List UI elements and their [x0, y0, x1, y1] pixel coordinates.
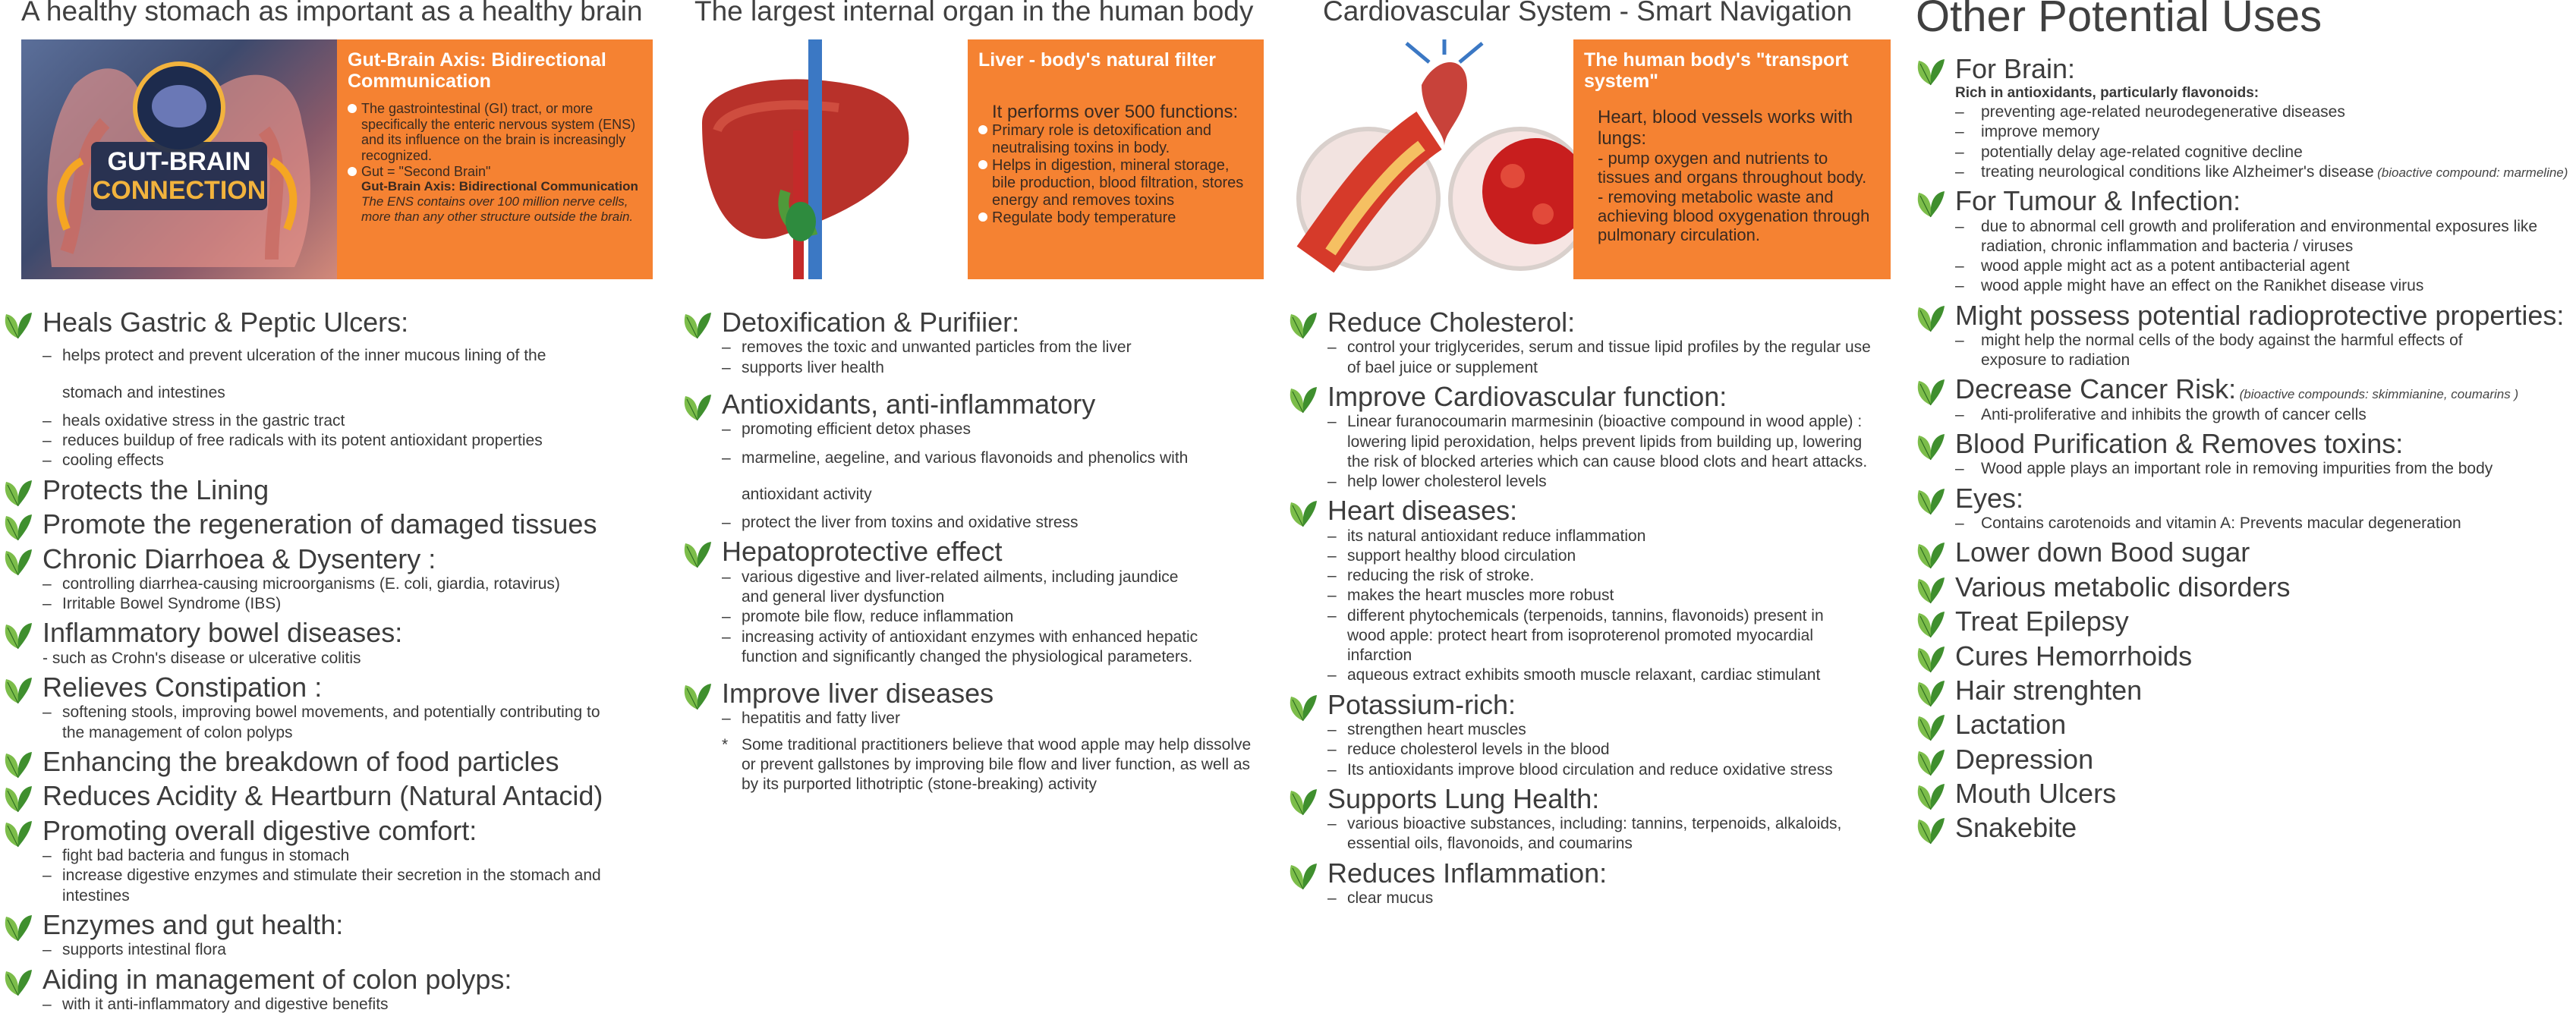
item-heading: Blood Purification & Removes toxins:	[1955, 428, 2404, 460]
item-bullet: – hepatitis and fatty liver	[722, 709, 1286, 728]
liver-figure	[687, 39, 1264, 279]
item-heading: Decrease Cancer Risk:	[1955, 373, 2237, 405]
item-heading: Treat Epilepsy	[1955, 606, 2129, 637]
leaf-icon	[1286, 785, 1320, 818]
item-bullet: – improve memory	[1955, 122, 2576, 142]
list-item	[0, 815, 668, 906]
item-heading: Inflammatory bowel diseases:	[43, 617, 403, 649]
liver-info-box	[968, 39, 1264, 279]
heading-note: (bioactive compounds: skimmianine, coumarins )	[2239, 387, 2519, 402]
item-bullet: – support healthy blood circulation	[1327, 546, 1900, 566]
list-item	[0, 307, 668, 471]
gut-brain-illustration	[21, 39, 337, 279]
item-bullet: – treating neurological conditions like Alzheimer's disease	[1955, 163, 2374, 181]
leaf-icon	[2, 545, 35, 578]
item-bullet: – Contains carotenoids and vitamin A: Prevents macular degeneration	[1955, 514, 2576, 533]
leaf-icon	[1914, 779, 1948, 813]
item-note: (bioactive compound: marmeline)	[2377, 165, 2568, 180]
leaf-icon	[1286, 382, 1320, 416]
cardio-info-box	[1573, 39, 1891, 279]
leaf-icon	[1286, 691, 1320, 724]
item-heading: Hair strenghten	[1955, 674, 2143, 706]
list-item	[1285, 495, 1900, 685]
list-item	[1913, 185, 2576, 296]
item-heading: Detoxification & Purifiier:	[722, 307, 1020, 338]
leaf-icon	[1914, 187, 1948, 220]
list-item	[679, 389, 1286, 533]
box-italic-note: The ENS contains over 100 million nerve cells, more than any other structure outside the brain.	[361, 194, 634, 224]
item-bullet: – with it anti-inflammatory and digestive benefits	[43, 995, 668, 1015]
item-bullet: – due to abnormal cell growth and proliferation and environmental exposures like radiation, chronic inflammation and bacteria / viruses	[1955, 217, 2543, 257]
item-lead: Rich in antioxidants, particularly flavonoids:	[1955, 85, 2260, 102]
item-heading: Various metabolic disorders	[1955, 571, 2291, 603]
list-item	[1913, 536, 2576, 568]
leaf-icon	[681, 679, 714, 713]
item-heading: Lower down Bood sugar	[1955, 536, 2250, 568]
list-item	[0, 617, 668, 669]
item-bullet: – preventing age-related neurodegenerative diseases	[1955, 102, 2576, 122]
list-item	[1285, 689, 1900, 780]
leaf-icon	[1914, 538, 1948, 571]
list-item	[1913, 675, 2576, 706]
list-item	[0, 508, 668, 540]
leaf-icon	[1914, 642, 1948, 675]
item-bullet: – Anti-proliferative and inhibits the growth of cancer cells	[1955, 405, 2576, 425]
item-heading: Hepatoprotective effect	[722, 536, 1003, 568]
item-bullet: – different phytochemicals (terpenoids, tannins, flavonoids) present in wood apple: protect heart from isoproterenol promoted myocardial infarction	[1327, 606, 1863, 666]
leaf-icon	[1286, 308, 1320, 341]
gut-brain-info-box	[337, 39, 653, 279]
cardio-illustration	[1285, 39, 1589, 279]
leaf-icon	[1914, 429, 1948, 463]
item-bullet: – cooling effects	[43, 451, 668, 470]
leaf-icon	[2, 747, 35, 781]
item-bullet: – various bioactive substances, including: tannins, terpenoids, alkaloids, essential oils, flavonoids, and coumarins	[1327, 814, 1871, 854]
box-title: The human body's "transport system"	[1584, 49, 1849, 92]
list-item	[1913, 428, 2576, 480]
item-heading: For Brain:	[1955, 53, 2076, 84]
gut-brain-label-2: CONNECTION	[92, 176, 266, 205]
item-heading: Enhancing the breakdown of food particles	[43, 745, 559, 777]
item-bullet: – makes the heart muscles more robust	[1327, 586, 1900, 606]
item-bullet: – supports intestinal flora	[43, 940, 668, 960]
item-bullet: – clear mucus	[1327, 889, 1900, 908]
item-heading: For Tumour & Infection:	[1955, 185, 2241, 217]
item-heading: Promoting overall digestive comfort:	[43, 814, 477, 846]
leaf-icon	[681, 308, 714, 341]
list-item	[1285, 857, 1900, 909]
column-title: The largest internal organ in the human body	[694, 0, 1254, 27]
item-heading: Improve Cardiovascular function:	[1327, 380, 1727, 412]
cardio-figure	[1285, 39, 1891, 279]
item-heading: Reduce Cholesterol:	[1327, 307, 1576, 338]
leaf-icon	[1914, 813, 1948, 847]
item-heading: Potassium-rich:	[1327, 688, 1516, 720]
leaf-icon	[1914, 745, 1948, 779]
box-bullet: Gut = "Second Brain"	[348, 164, 642, 180]
leaf-icon	[1286, 859, 1320, 892]
box-title: Gut-Brain Axis: Bidirectional Communication	[348, 49, 606, 92]
list-item	[679, 536, 1286, 667]
item-heading: Promote the regeneration of damaged tissues	[43, 508, 597, 540]
list-item	[1913, 373, 2576, 425]
item-bullet: – promote bile flow, reduce inflammation	[722, 607, 1286, 627]
item-heading: Antioxidants, anti-inflammatory	[722, 388, 1096, 420]
leaf-icon	[2, 965, 35, 999]
item-heading: Snakebite	[1955, 812, 2077, 844]
item-bullet: – wood apple might act as a potent antibacterial agent	[1955, 256, 2576, 276]
item-bullet: – increasing activity of antioxidant enzymes with enhanced hepatic function and significantly changed the physiological parameters.	[722, 628, 1242, 668]
item-heading: Relieves Constipation :	[43, 672, 323, 703]
other-uses-list	[1913, 53, 2576, 847]
item-bullet: – marmeline, aegeline, and various flavonoids and phenolics with antioxidant activity	[722, 440, 1242, 514]
leaf-icon	[2, 308, 35, 341]
box-intro: It performs over 500 functions:	[992, 101, 1239, 122]
list-item	[0, 780, 668, 811]
box-subtitle: Gut-Brain Axis: Bidirectional Communication	[361, 179, 638, 194]
list-item	[0, 746, 668, 777]
list-item	[1913, 744, 2576, 775]
item-bullet: – potentially delay age-related cognitive decline	[1955, 143, 2576, 162]
gut-benefits-list	[0, 307, 668, 1018]
list-item	[1913, 812, 2576, 843]
box-line: - pump oxygen and nutrients to tissues and organs throughout body.	[1598, 149, 1867, 187]
item-heading: Protects the Lining	[43, 474, 269, 505]
item-heading: Improve liver diseases	[722, 678, 994, 710]
item-note: * Some traditional practitioners believe that wood apple may help dissolve or prevent gallstones by improving bile flow and liver function, as well as by its purported lithotriptic (stone-breaking) activity	[722, 735, 1258, 795]
list-item	[1913, 778, 2576, 809]
item-bullet: – heals oxidative stress in the gastric tract	[43, 411, 668, 431]
list-item	[1913, 53, 2576, 182]
item-bullet: – reducing the risk of stroke.	[1327, 566, 1900, 586]
list-item	[1913, 571, 2576, 603]
box-title: Liver - body's natural filter	[978, 49, 1216, 71]
item-heading: Supports Lung Health:	[1327, 782, 1600, 814]
item-bullet: – Wood apple plays an important role in removing impurities from the body	[1955, 459, 2576, 479]
column-title: A healthy stomach as important as a healthy brain	[21, 0, 643, 27]
item-bullet: – wood apple might have an effect on the Ranikhet disease virus	[1955, 276, 2576, 296]
item-heading: Reduces Inflammation:	[1327, 857, 1608, 889]
leaf-icon	[681, 390, 714, 423]
leaf-icon	[2, 911, 35, 944]
item-bullet: – fight bad bacteria and fungus in stomach	[43, 846, 668, 866]
item-bullet: – promoting efficient detox phases	[722, 420, 1286, 439]
gut-brain-label-1: GUT-BRAIN	[107, 147, 251, 176]
item-bullet: – Irritable Bowel Syndrome (IBS)	[43, 594, 668, 614]
list-item	[1913, 300, 2576, 371]
item-bullet: – help lower cholesterol levels	[1327, 472, 1900, 492]
list-item	[0, 909, 668, 961]
list-item	[679, 307, 1286, 378]
item-heading: Heart diseases:	[1327, 495, 1518, 527]
column-title: Other Potential Uses	[1916, 0, 2322, 41]
leaf-icon	[2, 476, 35, 509]
list-item	[0, 672, 668, 743]
list-item	[1913, 606, 2576, 637]
item-heading: Lactation	[1955, 709, 2067, 741]
liver-illustration	[687, 39, 922, 279]
item-bullet: – aqueous extract exhibits smooth muscle relaxant, cardiac stimulant	[1327, 665, 1900, 685]
list-item	[0, 543, 668, 615]
item-heading: Mouth Ulcers	[1955, 778, 2117, 810]
item-bullet: – Its antioxidants improve blood circulation and reduce oxidative stress	[1327, 760, 1900, 780]
item-bullet: – supports liver health	[722, 358, 1286, 378]
item-heading: Heals Gastric & Peptic Ulcers:	[43, 307, 409, 338]
item-bullet: – control your triglycerides, serum and tissue lipid profiles by the regular use of bael juice or supplement	[1327, 338, 1871, 378]
box-line: Heart, blood vessels works with lungs:	[1598, 107, 1853, 149]
item-bullet: – removes the toxic and unwanted particles from the liver	[722, 338, 1286, 357]
cardio-benefits-list	[1285, 307, 1900, 911]
box-line: - removing metabolic waste and achieving blood oxygenation through pulmonary circulation.	[1598, 187, 1870, 245]
item-heading: Cures Hemorrhoids	[1955, 640, 2193, 672]
leaf-icon	[1914, 710, 1948, 744]
list-item	[1285, 307, 1900, 378]
item-heading: Depression	[1955, 743, 2094, 775]
leaf-icon	[1914, 607, 1948, 640]
box-bullet: The gastrointestinal (GI) tract, or more specifically the enteric nervous system (ENS) and its influence on the brain is increasingly recognized.	[348, 101, 642, 164]
item-bullet: – helps protect and prevent ulceration of the inner mucous lining of the stomach and intestines	[43, 338, 609, 411]
gut-brain-figure	[21, 39, 653, 279]
leaf-icon	[1286, 496, 1320, 530]
item-heading: Reduces Acidity & Heartburn (Natural Antacid)	[43, 780, 603, 812]
item-bullet: – reduces buildup of free radicals with its potent antioxidant properties	[43, 431, 668, 451]
item-heading: Might possess potential radioprotective properties:	[1955, 299, 2565, 331]
leaf-icon	[2, 618, 35, 652]
leaf-icon	[2, 510, 35, 543]
item-bullet: - such as Crohn's disease or ulcerative colitis	[43, 649, 361, 667]
list-item	[1913, 709, 2576, 740]
item-bullet: – protect the liver from toxins and oxidative stress	[722, 513, 1286, 533]
item-bullet: – strengthen heart muscles	[1327, 720, 1900, 740]
box-bullet: Regulate body temperature	[978, 209, 1253, 227]
item-bullet: – controlling diarrhea-causing microorganisms (E. coli, giardia, rotavirus)	[43, 574, 668, 594]
item-heading: Eyes:	[1955, 482, 2024, 514]
list-item	[0, 474, 668, 505]
leaf-icon	[2, 673, 35, 706]
list-item	[1913, 640, 2576, 672]
item-heading: Enzymes and gut health:	[43, 908, 344, 940]
list-item	[1285, 381, 1900, 492]
list-item	[1913, 483, 2576, 534]
leaf-icon	[1914, 55, 1948, 88]
list-item	[679, 678, 1286, 794]
item-bullet: – various digestive and liver-related ailments, including jaundice and general liver dysfunction	[722, 568, 1197, 608]
item-heading: Aiding in management of colon polyps:	[43, 963, 512, 995]
list-item	[0, 964, 668, 1015]
item-bullet: – increase digestive enzymes and stimulate their secretion in the stomach and intestines	[43, 866, 609, 906]
box-bullet: Primary role is detoxification and neutralising toxins in body.	[978, 122, 1253, 157]
leaf-icon	[1914, 484, 1948, 518]
item-bullet: – Linear furanocoumarin marmesinin (bioactive compound in wood apple) : lowering lipid peroxidation, helps prevent lipids from building up, lowering the risk of blocked arteries which can cause blood clots and heart attacks.	[1327, 412, 1886, 472]
leaf-icon	[1914, 676, 1948, 710]
leaf-icon	[2, 816, 35, 850]
liver-benefits-list	[679, 307, 1286, 798]
column-title: Cardiovascular System - Smart Navigation	[1323, 0, 1853, 27]
item-bullet: – its natural antioxidant reduce inflammation	[1327, 527, 1900, 546]
leaf-icon	[681, 537, 714, 571]
item-bullet: – reduce cholesterol levels in the blood	[1327, 740, 1900, 760]
leaf-icon	[1914, 573, 1948, 606]
item-heading: Chronic Diarrhoea & Dysentery :	[43, 543, 436, 574]
item-bullet: – softening stools, improving bowel movements, and potentially contributing to the management of colon polyps	[43, 703, 609, 743]
leaf-icon	[1914, 301, 1948, 335]
list-item	[1285, 783, 1900, 854]
box-bullet: Helps in digestion, mineral storage, bile production, blood filtration, stores energy and removes toxins	[978, 157, 1253, 209]
leaf-icon	[1914, 375, 1948, 408]
leaf-icon	[2, 782, 35, 815]
item-bullet: – might help the normal cells of the body against the harmful effects of exposure to radiation	[1955, 331, 2527, 371]
